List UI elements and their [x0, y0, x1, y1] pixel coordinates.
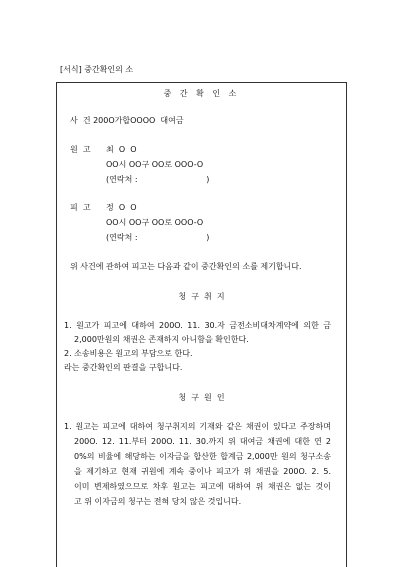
cause-heading: 청 구 원 인 — [178, 393, 225, 402]
defendant-contact: (연락처 : ) — [106, 233, 210, 242]
claim-line: 2. 소송비용은 원고의 부담으로 한다. — [64, 349, 193, 358]
defendant-address: OO시 OO구 OO로 OOO-O — [106, 218, 204, 227]
intro-paragraph: 위 사건에 관하여 피고는 다음과 같이 중간확인의 소를 제기합니다. — [70, 262, 302, 271]
plaintiff-role: 원 고 — [70, 145, 91, 154]
form-caption: [서식] 중간확인의 소 — [60, 65, 134, 74]
claim-heading: 청 구 취 지 — [178, 292, 225, 301]
defendant-role: 피 고 — [70, 203, 91, 212]
cause-line: 200O. 12. 11.부터 200O. 11. 30.까지 위 대여금 채권에 대한 연 2 — [74, 437, 331, 446]
cause-line: 고 위 이자금의 청구는 전혀 당치 않은 것입니다. — [74, 497, 242, 506]
plaintiff-address: OO시 OO구 OO로 OOO-O — [106, 160, 204, 169]
cause-line: 이미 변제하였으므로 차후 원고는 피고에 대하여 위 채권은 없는 것이 — [74, 482, 331, 491]
cause-line: 1. 원고는 피고에 대하여 청구취지의 기재와 같은 채권이 있다고 주장하며 — [64, 422, 331, 431]
defendant-name: 정 O O — [106, 203, 137, 212]
document-title: 중 간 확 인 소 — [163, 89, 240, 98]
plaintiff-contact: (연락처 : ) — [106, 175, 210, 184]
cause-line: 을 제기하고 현재 귀원에 계속 중이나 피고가 위 채권을 200O. 2. 5. — [74, 467, 331, 476]
plaintiff-name: 최 O O — [106, 145, 137, 154]
case-line: 사 건 200O가합OOOO 대여금 — [70, 116, 184, 125]
document-frame — [56, 82, 347, 567]
claim-line: 2,000만원의 채권은 존재하지 아니함을 확인한다. — [74, 335, 249, 344]
claim-line: 1. 원고가 피고에 대하여 200O. 11. 30.자 금전소비대차계약에 의한 금 — [64, 321, 331, 330]
claim-line: 라는 중간확인의 판결을 구합니다. — [64, 363, 183, 372]
cause-line: 0%의 비율에 해당하는 이자금을 합산한 합계금 2,000만 원의 청구소송 — [74, 452, 331, 461]
